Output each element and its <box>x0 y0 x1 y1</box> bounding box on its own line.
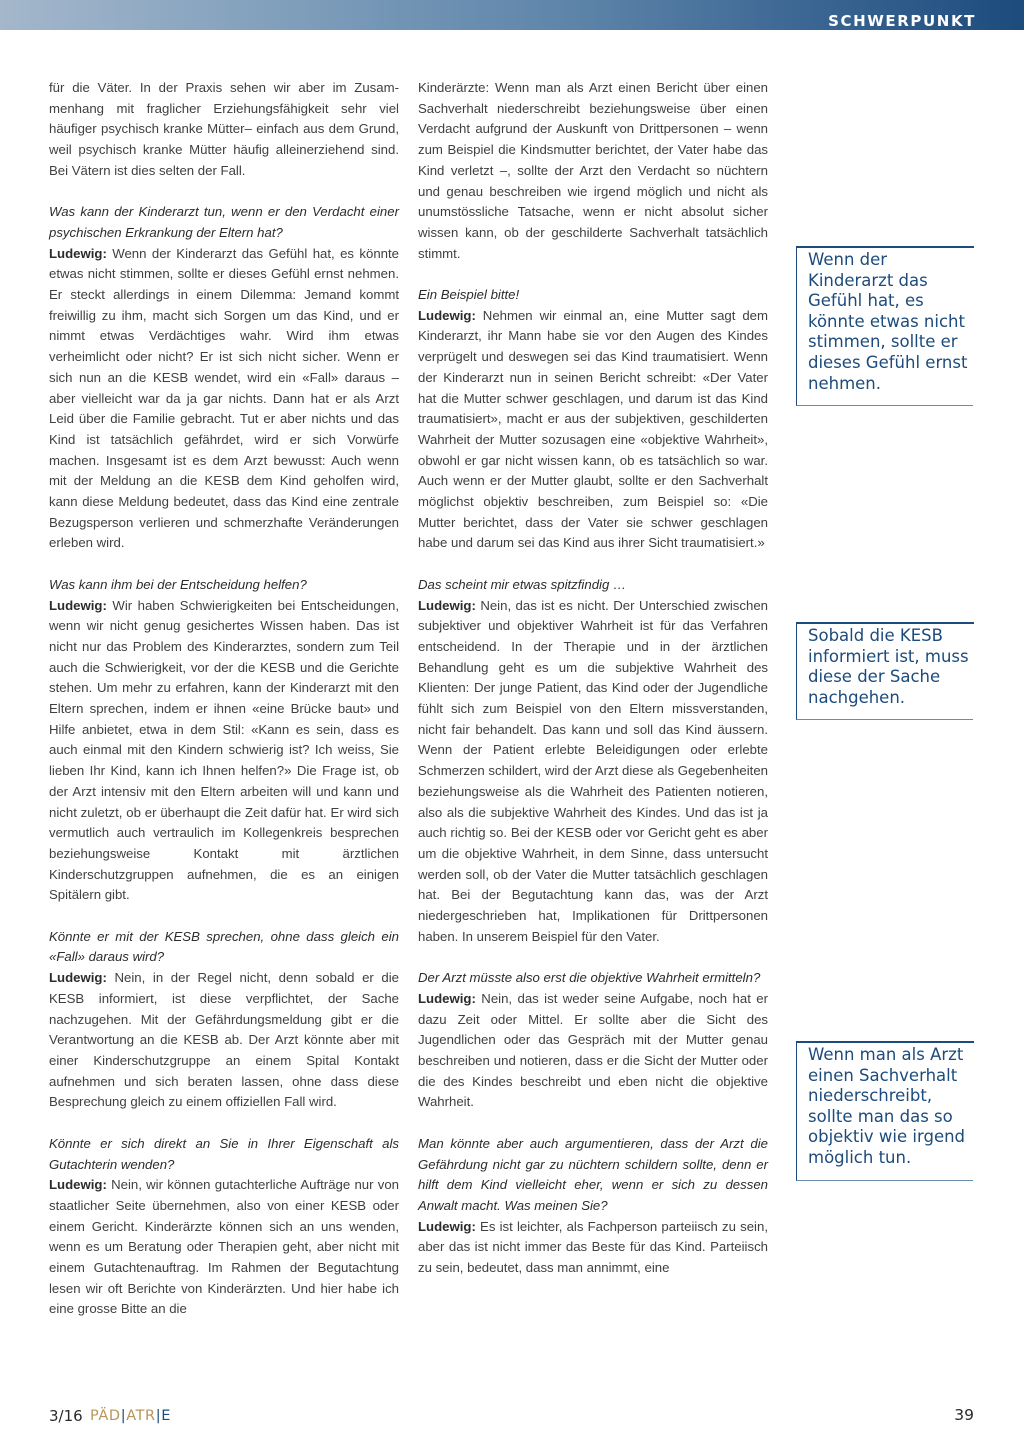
header-band <box>0 0 1024 30</box>
logo-part: ATR <box>126 1408 156 1424</box>
logo-part: E <box>161 1408 171 1424</box>
interview-question: Könnte er sich direkt an Sie in Ihrer Eigenschaft als Gutachterin wenden? <box>49 1135 399 1172</box>
journal-logo <box>90 1408 171 1424</box>
interview-question: Ein Beispiel bitte! <box>418 287 520 303</box>
interview-answer: Es ist leichter, als Fachperson parteiisch zu sein, aber das ist nicht immer das Beste für das Kind. Parteiisch zu sein, bedeutet, dass man annimmt, eine <box>418 1218 768 1276</box>
interview-answer: Nein, in der Regel nicht, denn sobald er die KESB informiert, ist diese verpflichtet, der Sache nachzugehen. Mit der Gefährdungsmeldung gibt er die Verantwortung an die KESB ab. Der Arzt könnte aber mit einer Kinderschutzgruppe an einem Spital Kontakt aufnehmen und sich beraten lassen, ohne dass diese Besprechung gleich zu einem offiziellen Fall wird. <box>49 970 400 1110</box>
pull-quote: Sobald die KESB informiert ist, muss diese der Sache nachgehen. <box>796 622 973 720</box>
interview-answer: Nein, das ist es nicht. Der Unterschied zwischen subjektiver und objektiver Wahrheit ist für das Verfahren entscheidend. In der Therapie und in der ärztlichen Behandlung geht es um die subjektive Wahrheit des Klienten: Der junge Patient, das Kind oder der Jugendliche fühlt sich zum Beispiel von den Eltern missverstanden, nicht fair behandelt. Das kann und soll das Kind äussern. Wenn der Patient erlebte Beleidigungen oder erlebte Schmerzen schildert, wird der Arzt diese als Gegebenheiten beziehungsweise als die Wahrheit des Patienten notieren, also als die subjektive Wahrheit des Kindes. Und das ist ja auch richtig so. Bei der KESB oder vor Gericht geht es aber um die objektive Wahrheit, in dem Sinne, dass untersucht werden soll, ob der Vater die Mutter tatsächlich geschlagen hat. Bei der Begutachtung kann das, was der Arzt niedergeschrieben hat, Implikationen für Drittpersonen haben. In unserem Beispiel für den Vater. <box>418 597 768 944</box>
interview-question: Man könnte aber auch argumentieren, dass der Arzt die Gefährdung nicht gar zu nüchtern schildern sollte, denn er hilft dem Kind vielleicht eher, wenn er sich zu dessen Anwalt macht. Was meinen Sie? <box>418 1135 768 1213</box>
speaker-label: Ludewig: <box>418 1218 476 1234</box>
paragraph-text: Kinderärzte: Wenn man als Arzt einen Bericht über einen Sachverhalt niederschreibt beziehungsweise über einen Verdacht aufgrund der Auskunft von Drittpersonen – wenn zum Beispiel die Kindsmutter berichtet, der Vater habe das Kind verletzt –, sollte der Arzt den Verdacht so nüchtern und genau beschreiben wie irgend möglich und nicht als unumstössliche Tatsache, wenn er nicht absolut sicher wissen kann, ob der geschilderte Sachverhalt tatsächlich stimmt. <box>418 80 768 261</box>
issue-number: 3/16 <box>49 1407 83 1425</box>
qa-block <box>418 575 768 948</box>
speaker-label: Ludewig: <box>418 307 476 323</box>
speaker-label: Ludewig: <box>49 1177 107 1193</box>
article-column-middle <box>418 78 768 1299</box>
qa-block <box>49 1134 399 1320</box>
pull-quote: Wenn man als Arzt einen Sachverhalt niederschreibt, sollte man das so objektiv wie irgend möglich tun. <box>796 1041 973 1181</box>
paragraph-continuation <box>49 78 399 182</box>
interview-question: Könnte er mit der KESB sprechen, ohne dass gleich ein «Fall» daraus wird? <box>49 928 399 965</box>
paragraph-continuation <box>418 78 768 264</box>
interview-answer: Nehmen wir einmal an, eine Mutter sagt dem Kinderarzt, ihr Mann habe sie vor den Augen des Kindes verprügelt und deswegen sei das Kind traumatisiert. Wenn der Kinderarzt nun in seinen Bericht schreibt: «Der Vater hat die Mutter schwer geschlagen, und darum ist das Kind traumatisiert», macht er aus der subjektiven, geschilderten Wahrheit der Mutter sozusagen eine «objektive Wahrheit», obwohl er gar nicht wissen kann, ob es tatsächlich so war. Auch wenn er der Mutter glaubt, sollte er den Sachverhalt möglichst objektiv beschreiben, zum Beispiel so: «Die Mutter berichtet, dass der Vater sie schwer geschlagen habe und darum sei das Kind aus ihrer Sicht traumatisiert.» <box>418 307 768 551</box>
logo-part: PÄD <box>90 1408 121 1424</box>
logo-bar: | <box>120 1408 127 1424</box>
speaker-label: Ludewig: <box>418 990 476 1006</box>
page-number: 39 <box>954 1406 974 1424</box>
interview-question: Der Arzt müsste also erst die objektive Wahrheit ermitteln? <box>418 970 761 986</box>
article-column-left <box>49 78 399 1341</box>
interview-question: Was kann ihm bei der Entscheidung helfen? <box>49 576 307 592</box>
speaker-label: Ludewig: <box>49 970 107 986</box>
qa-block <box>418 285 768 554</box>
qa-block <box>49 927 399 1113</box>
interview-answer: Wir haben Schwierigkeiten bei Entscheidungen, wenn wir nicht genug gesichertes Wissen haben. Das ist nicht nur das Problem des Kinderarztes, sondern zum Teil auch die Schwierigkeit, vor der die KESB und die Gerichte stehen. Um mehr zu erfahren, kann der Kinderarzt mit den Eltern sprechen, indem er ihnen «eine Brücke baut» und Hilfe anbietet, etwa in dem Stil: «Kann es sein, dass es auch einmal mit den Kindern schwierig ist? Ich weiss, Sie lieben Ihr Kind, kann ich Ihnen helfen?» Die Frage ist, ob der Arzt intensiv mit den Eltern arbeiten will und kann und nicht zuletzt, ob er überhaupt die Zeit dafür hat. Er wird sich vermutlich auch vertraulich im Kollegenkreis besprechen beziehungsweise Kontakt mit ärztlichen Kinderschutzgruppen aufnehmen, die es an einigen Spitälern gibt. <box>49 597 399 903</box>
section-label: SCHWERPUNKT <box>828 12 976 30</box>
interview-answer: Nein, das ist weder seine Aufgabe, noch hat er dazu Zeit oder Mittel. Er sollte aber die Sicht des Jugendlichen oder das Gespräch mit der Mutter genau beschreiben und notieren, dass er die Sicht der Mutter oder die des Kindes beschreibt und eben nicht die objektive Wahrheit. <box>418 990 768 1110</box>
interview-answer: Nein, wir können gutachterliche Aufträge nur von staatlicher Seite übernehmen, also von einer KESB oder einem Gericht. Kinderärzte können sich an uns wenden, wenn es um Beratung oder Therapien geht, aber nicht mit einem Gutachtenauftrag. Im Rahmen der Begutachtung lesen wir oft Berichte von Kinderärzten. Und hier habe ich eine grosse Bitte an die <box>49 1177 399 1317</box>
qa-block <box>49 202 399 554</box>
qa-block <box>418 968 768 1113</box>
paragraph-text: für die Väter. In der Praxis sehen wir aber im Zusammenhang mit fraglicher Erziehungsfähigkeit sehr viel häufiger psychisch kranke Mütter– einfach aus dem Grund, weil psychisch kranke Mütter häufig alleinerziehend sind. Bei Vätern ist dies selten der Fall. <box>49 80 399 178</box>
interview-question: Was kann der Kinderarzt tun, wenn er den Verdacht einer psychischen Erkrankung der Eltern hat? <box>49 204 399 240</box>
interview-answer: Wenn der Kinderarzt das Gefühl hat, es könnte etwas nicht stimmen, sollte er dieses Gefühl ernst nehmen. Er steckt allerdings in einem Dilemma: Jemand kommt freiwillig zu ihm, macht sich Sorgen um das Kind, und er nimmt etwas Verdächtiges wahr. Wird ihm etwas verheimlicht oder nicht? Er ist sich nicht sicher. Wenn er sich nun an die KESB wendet, wird ein «Fall» daraus – aber vielleicht war da ja gar nichts. Dann hat er als Arzt Leid über die Familie gebracht. Tut er aber nichts und das Kind ist tatsächlich gefährdet, wird er sich Vorwürfe machen. Insgesamt ist es dem Arzt bewusst: Auch wenn mit der Meldung an die KESB dem Kind geholfen wird, kann diese Meldung bedeutet, dass das Kind eine zentrale Bezugsperson verlieren und schmerzhafte Veränderungen erleben wird. <box>49 245 399 551</box>
pull-quote: Wenn der Kinderarzt das Gefühl hat, es könnte etwas nicht stimmen, sollte er dieses Gefühl ernst nehmen. <box>796 246 973 406</box>
speaker-label: Ludewig: <box>49 597 107 613</box>
speaker-label: Ludewig: <box>418 597 476 613</box>
interview-question: Das scheint mir etwas spitzfindig … <box>418 576 627 592</box>
logo-bar: | <box>155 1408 162 1424</box>
qa-block <box>418 1134 768 1279</box>
speaker-label: Ludewig: <box>49 245 107 261</box>
qa-block <box>49 575 399 906</box>
